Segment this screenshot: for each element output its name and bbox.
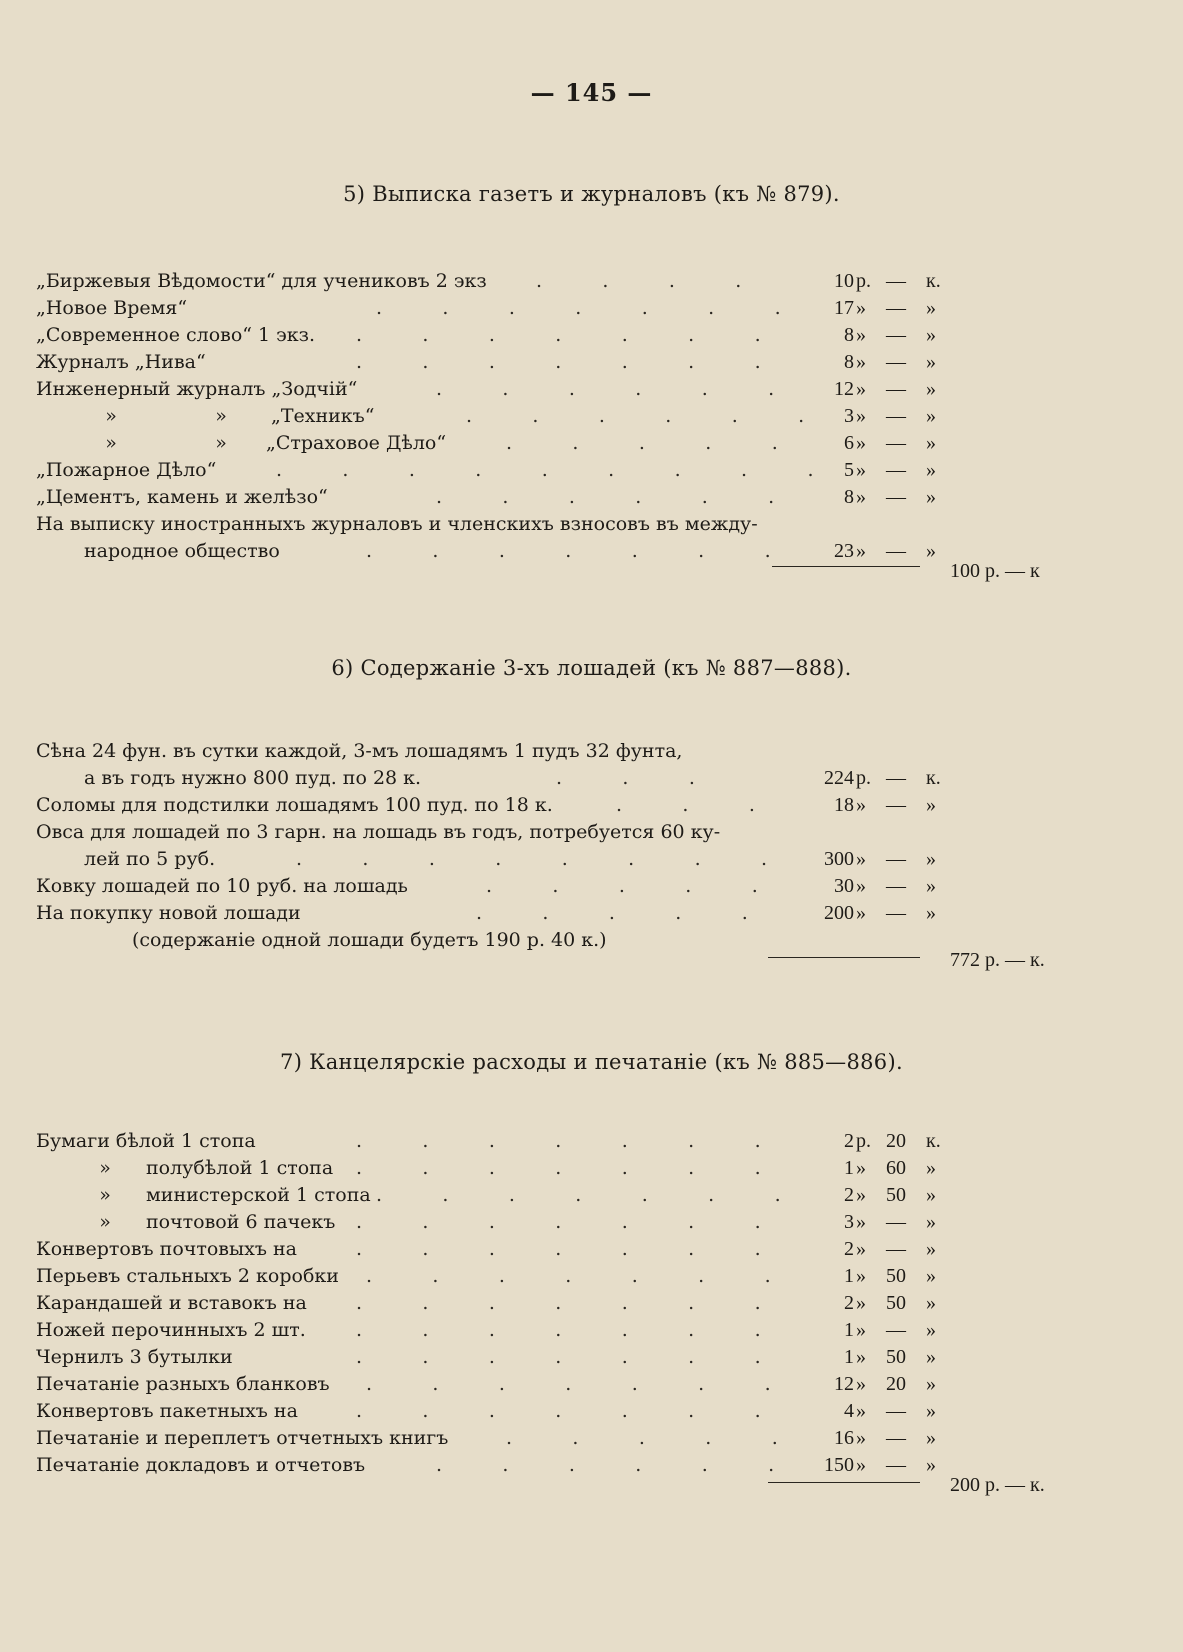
- amount-rub-unit: »: [856, 1211, 866, 1233]
- amount-kop-unit: »: [926, 875, 936, 897]
- row-label: Перьевъ стальныхъ 2 коробки: [36, 1265, 339, 1287]
- row-label: Инженерный журналъ „Зодчій“: [36, 378, 358, 400]
- amount-rub-unit: »: [856, 405, 866, 427]
- leader-dots: . . . . . .: [436, 378, 775, 400]
- amount-kop-unit: »: [926, 486, 936, 508]
- leader-dots: . . . . . . .: [356, 1130, 761, 1152]
- amount-rubles: 12: [834, 378, 854, 400]
- amount-rub-unit: »: [856, 1427, 866, 1449]
- table-row: [36, 846, 936, 872]
- ditto-marks: [96, 403, 236, 429]
- row-label: Печатаніе разныхъ бланковъ: [36, 1373, 330, 1395]
- row-label: Журналъ „Нива“: [36, 351, 206, 373]
- amount-rub-unit: »: [856, 902, 866, 924]
- amount-kop-unit: »: [926, 1454, 936, 1476]
- leader-dots: . . . . . . .: [376, 297, 781, 319]
- amount-rubles: 1: [844, 1265, 854, 1287]
- leader-dots: . . .: [616, 794, 755, 816]
- leader-dots: . . . . . . .: [356, 1292, 761, 1314]
- section-total: 200 р. — к.: [950, 1474, 1045, 1496]
- table-row: [36, 1236, 936, 1262]
- row-label: „Техникъ“: [271, 405, 375, 427]
- row-label: а въ годъ нужно 800 пуд. по 28 к.: [84, 767, 422, 789]
- amount-kopecks: —: [886, 324, 906, 346]
- row-label: полубѣлой 1 стопа: [146, 1157, 334, 1179]
- amount-kopecks: —: [886, 540, 906, 562]
- leader-dots: . . . .: [536, 270, 742, 292]
- amount-kop-unit: »: [926, 1211, 936, 1233]
- amount-kopecks: 60: [886, 1157, 906, 1179]
- amount-rubles: 16: [834, 1427, 854, 1449]
- table-row: [36, 1398, 936, 1424]
- row-label: Конвертовъ почтовыхъ на: [36, 1238, 297, 1260]
- sum-rule: [768, 1482, 920, 1483]
- amount-kopecks: —: [886, 1400, 906, 1422]
- table-row: [36, 430, 936, 456]
- leader-dots: . . . . . . .: [356, 1238, 761, 1260]
- amount-kopecks: —: [886, 767, 906, 789]
- row-label: Ковку лошадей по 10 руб. на лошадь: [36, 875, 408, 897]
- table-row: [36, 900, 936, 926]
- amount-rubles: 1: [844, 1319, 854, 1341]
- row-label: Ножей перочинныхъ 2 шт.: [36, 1319, 306, 1341]
- amount-rub-unit: »: [856, 1184, 866, 1206]
- amount-rubles: 8: [844, 486, 854, 508]
- amount-kop-unit: »: [926, 1400, 936, 1422]
- table-row: [36, 819, 936, 845]
- leader-dots: . . . . . . . . .: [276, 459, 814, 481]
- ditto-mark: »: [99, 1157, 111, 1179]
- amount-rubles: 23: [834, 540, 854, 562]
- amount-rub-unit: »: [856, 432, 866, 454]
- leader-dots: . . . . . . .: [356, 1211, 761, 1233]
- amount-kop-unit: »: [926, 902, 936, 924]
- amount-rub-unit: р.: [856, 270, 871, 292]
- amount-rubles: 3: [844, 1211, 854, 1233]
- amount-rub-unit: »: [856, 1238, 866, 1260]
- leader-dots: . . . . . . .: [366, 1373, 771, 1395]
- leader-dots: . . . . . . .: [356, 324, 761, 346]
- leader-dots: . . . . . . .: [356, 1319, 761, 1341]
- amount-kop-unit: »: [926, 351, 936, 373]
- leader-dots: . . . . .: [506, 432, 778, 454]
- table-row: [36, 1290, 936, 1316]
- leader-dots: . . . . . .: [436, 1454, 775, 1476]
- amount-kopecks: —: [886, 1238, 906, 1260]
- leader-dots: . . . . .: [486, 875, 758, 897]
- amount-kop-unit: »: [926, 297, 936, 319]
- table-row: [36, 268, 941, 294]
- table-row: [36, 1155, 936, 1181]
- amount-kopecks: —: [886, 848, 906, 870]
- leader-dots: . . . . . .: [466, 405, 805, 427]
- row-label: „Пожарное Дѣло“: [36, 459, 217, 481]
- table-row: [36, 403, 936, 429]
- table-row: [36, 538, 936, 564]
- amount-kop-unit: »: [926, 1373, 936, 1395]
- table-row: [36, 1452, 936, 1478]
- table-row: [36, 792, 936, 818]
- table-row: [36, 457, 936, 483]
- leader-dots: . . . . . . . .: [296, 848, 768, 870]
- row-label: На выписку иностранныхъ журналовъ и членскихъ взносовъ въ между-: [36, 513, 758, 535]
- sum-rule: [772, 566, 920, 567]
- amount-kopecks: —: [886, 405, 906, 427]
- amount-kopecks: 50: [886, 1265, 906, 1287]
- row-label: На покупку новой лошади: [36, 902, 301, 924]
- amount-rubles: 6: [844, 432, 854, 454]
- amount-kopecks: —: [886, 1427, 906, 1449]
- amount-kop-unit: »: [926, 1184, 936, 1206]
- section-5-heading: 5) Выписка газетъ и журналовъ (къ № 879).: [343, 182, 840, 206]
- amount-kop-unit: »: [926, 324, 936, 346]
- table-row: [36, 511, 936, 537]
- ditto-marks: [96, 430, 236, 456]
- amount-rubles: 4: [844, 1400, 854, 1422]
- row-label: народное общество: [84, 540, 280, 562]
- row-label: Чернилъ 3 бутылки: [36, 1346, 233, 1368]
- page-number: — 145 —: [530, 78, 653, 107]
- amount-rubles: 300: [824, 848, 854, 870]
- row-label: почтовой 6 пачекъ: [146, 1211, 336, 1233]
- amount-rubles: 200: [824, 902, 854, 924]
- amount-kopecks: —: [886, 378, 906, 400]
- section-7-heading: 7) Канцелярскіе расходы и печатаніе (къ № 885—886).: [280, 1050, 903, 1074]
- amount-rub-unit: »: [856, 378, 866, 400]
- amount-kopecks: 20: [886, 1373, 906, 1395]
- row-label: министерской 1 стопа: [146, 1184, 371, 1206]
- amount-rubles: 30: [834, 875, 854, 897]
- table-row: [36, 349, 936, 375]
- amount-kop-unit: »: [926, 1157, 936, 1179]
- table-row: [36, 1371, 936, 1397]
- amount-rubles: 1: [844, 1157, 854, 1179]
- table-row: [36, 1263, 936, 1289]
- amount-rubles: 2: [844, 1184, 854, 1206]
- amount-kop-unit: к.: [926, 767, 941, 789]
- amount-rub-unit: »: [856, 875, 866, 897]
- table-row: [36, 322, 936, 348]
- amount-kopecks: 50: [886, 1184, 906, 1206]
- amount-kopecks: —: [886, 297, 906, 319]
- row-label: Конвертовъ пакетныхъ на: [36, 1400, 298, 1422]
- leader-dots: . . . . . . .: [366, 1265, 771, 1287]
- amount-rubles: 2: [844, 1292, 854, 1314]
- ditto-marks: [90, 1182, 120, 1208]
- leader-dots: . . . . . . .: [356, 1346, 761, 1368]
- section-6-heading: 6) Содержаніе 3-хъ лошадей (къ № 887—888).: [331, 656, 852, 680]
- table-row: [36, 484, 936, 510]
- leader-dots: . . . . . . .: [366, 540, 771, 562]
- amount-kop-unit: »: [926, 1427, 936, 1449]
- row-label: Бумаги бѣлой 1 стопа: [36, 1130, 256, 1152]
- sum-rule: [768, 957, 920, 958]
- section-total: 772 р. — к.: [950, 949, 1045, 971]
- amount-rub-unit: »: [856, 297, 866, 319]
- ditto-marks: [90, 1209, 120, 1235]
- amount-rub-unit: »: [856, 848, 866, 870]
- leader-dots: . . . . . . .: [356, 1157, 761, 1179]
- amount-rub-unit: »: [856, 794, 866, 816]
- amount-kop-unit: »: [926, 1265, 936, 1287]
- row-label: Карандашей и вставокъ на: [36, 1292, 307, 1314]
- row-label: „Современное слово“ 1 экз.: [36, 324, 316, 346]
- amount-kop-unit: »: [926, 540, 936, 562]
- amount-rubles: 3: [844, 405, 854, 427]
- amount-kopecks: —: [886, 794, 906, 816]
- amount-kopecks: —: [886, 875, 906, 897]
- table-row: [36, 1209, 936, 1235]
- amount-kopecks: —: [886, 351, 906, 373]
- amount-rubles: 8: [844, 351, 854, 373]
- amount-rub-unit: »: [856, 324, 866, 346]
- amount-rub-unit: »: [856, 1373, 866, 1395]
- table-row: [36, 295, 936, 321]
- amount-kopecks: —: [886, 1211, 906, 1233]
- amount-rubles: 12: [834, 1373, 854, 1395]
- amount-kopecks: —: [886, 486, 906, 508]
- amount-rubles: 18: [834, 794, 854, 816]
- amount-rubles: 150: [824, 1454, 854, 1476]
- amount-kop-unit: »: [926, 1319, 936, 1341]
- leader-dots: . . . . .: [476, 902, 748, 924]
- amount-rubles: 5: [844, 459, 854, 481]
- row-label: „Биржевыя Вѣдомости“ для учениковъ 2 экз: [36, 270, 487, 292]
- amount-rubles: 8: [844, 324, 854, 346]
- leader-dots: . . . . . . .: [376, 1184, 781, 1206]
- amount-rub-unit: »: [856, 1346, 866, 1368]
- amount-kopecks: 50: [886, 1346, 906, 1368]
- amount-kopecks: —: [886, 1454, 906, 1476]
- table-row: [36, 1425, 936, 1451]
- table-row: [36, 376, 936, 402]
- amount-kopecks: —: [886, 459, 906, 481]
- leader-dots: . . . . . . .: [356, 351, 761, 373]
- amount-rub-unit: »: [856, 459, 866, 481]
- row-label: „Страховое Дѣло“: [266, 432, 447, 454]
- leader-dots: . . . . . . .: [356, 1400, 761, 1422]
- ditto-mark: »: [105, 405, 117, 427]
- leader-dots: . . . . . .: [436, 486, 775, 508]
- ditto-mark: »: [99, 1184, 111, 1206]
- amount-kopecks: 50: [886, 1292, 906, 1314]
- amount-kop-unit: »: [926, 848, 936, 870]
- amount-kop-unit: »: [926, 405, 936, 427]
- amount-kop-unit: »: [926, 1346, 936, 1368]
- amount-kop-unit: »: [926, 1292, 936, 1314]
- amount-rubles: 224: [824, 767, 854, 789]
- table-row: [36, 1182, 936, 1208]
- amount-kopecks: —: [886, 432, 906, 454]
- amount-rub-unit: »: [856, 486, 866, 508]
- ditto-mark: »: [215, 405, 227, 427]
- table-row: [36, 1344, 936, 1370]
- row-label: (содержаніе одной лошади будетъ 190 р. 40 к.): [132, 929, 607, 951]
- amount-kopecks: —: [886, 902, 906, 924]
- amount-kopecks: 20: [886, 1130, 906, 1152]
- amount-rub-unit: »: [856, 1400, 866, 1422]
- table-row: [36, 1128, 941, 1154]
- amount-kop-unit: »: [926, 794, 936, 816]
- amount-rub-unit: »: [856, 351, 866, 373]
- amount-kop-unit: »: [926, 459, 936, 481]
- amount-rub-unit: »: [856, 1292, 866, 1314]
- amount-kop-unit: к.: [926, 270, 941, 292]
- amount-rub-unit: р.: [856, 767, 871, 789]
- amount-rubles: 2: [844, 1130, 854, 1152]
- row-label: „Цементъ, камень и желѣзо“: [36, 486, 328, 508]
- amount-kop-unit: »: [926, 432, 936, 454]
- ditto-mark: »: [215, 432, 227, 454]
- amount-rub-unit: »: [856, 1454, 866, 1476]
- table-row: [36, 873, 936, 899]
- ditto-mark: »: [105, 432, 117, 454]
- table-row: [36, 1317, 936, 1343]
- table-row: [36, 765, 941, 791]
- amount-kop-unit: »: [926, 378, 936, 400]
- amount-rub-unit: »: [856, 1319, 866, 1341]
- amount-kopecks: —: [886, 1319, 906, 1341]
- amount-rub-unit: р.: [856, 1130, 871, 1152]
- table-row: [36, 927, 936, 953]
- table-row: [36, 738, 936, 764]
- amount-rubles: 17: [834, 297, 854, 319]
- amount-rub-unit: »: [856, 540, 866, 562]
- row-label: „Новое Время“: [36, 297, 188, 319]
- row-label: Овса для лошадей по 3 гарн. на лошадь въ годъ, потребуется 60 ку-: [36, 821, 721, 843]
- amount-rub-unit: »: [856, 1157, 866, 1179]
- row-label: Печатаніе и переплетъ отчетныхъ книгъ: [36, 1427, 449, 1449]
- row-label: лей по 5 руб.: [84, 848, 216, 870]
- ditto-marks: [90, 1155, 120, 1181]
- amount-rubles: 1: [844, 1346, 854, 1368]
- amount-rubles: 2: [844, 1238, 854, 1260]
- row-label: Печатаніе докладовъ и отчетовъ: [36, 1454, 366, 1476]
- row-label: Соломы для подстилки лошадямъ 100 пуд. по 18 к.: [36, 794, 553, 816]
- amount-kop-unit: к.: [926, 1130, 941, 1152]
- leader-dots: . . . . .: [506, 1427, 778, 1449]
- section-total: 100 р. — к: [950, 560, 1040, 582]
- leader-dots: . . .: [556, 767, 695, 789]
- amount-rub-unit: »: [856, 1265, 866, 1287]
- amount-kop-unit: »: [926, 1238, 936, 1260]
- amount-kopecks: —: [886, 270, 906, 292]
- ditto-mark: »: [99, 1211, 111, 1233]
- amount-rubles: 10: [834, 270, 854, 292]
- row-label: Сѣна 24 фун. въ сутки каждой, 3-мъ лошадямъ 1 пудъ 32 фунта,: [36, 740, 683, 762]
